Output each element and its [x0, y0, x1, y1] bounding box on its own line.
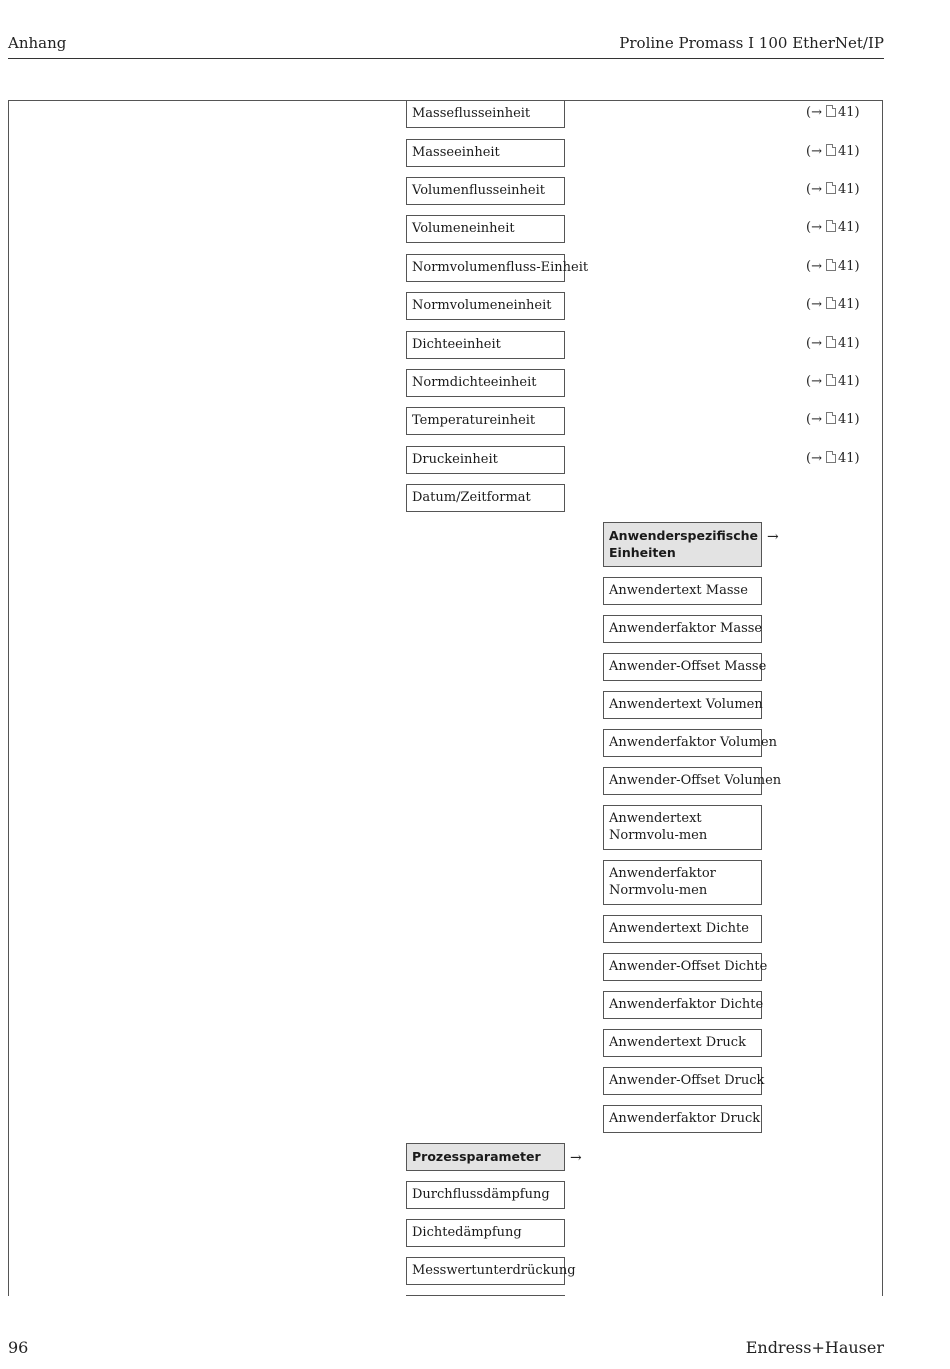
document-page-icon	[826, 297, 836, 309]
submenu-anwenderspezifische-einheiten[interactable]: Anwenderspezifische Einheiten	[603, 522, 762, 567]
ref-prefix: (→	[806, 451, 822, 466]
page-reference[interactable]	[806, 374, 860, 389]
ref-prefix: (→	[806, 105, 822, 120]
menu-item-anwendertext-druck[interactable]: Anwendertext Druck	[603, 1029, 762, 1057]
running-header-product: Proline Promass I 100 EtherNet/IP	[619, 34, 884, 52]
ref-prefix: (→	[806, 412, 822, 427]
menu-item-volumeneinheit[interactable]: Volumeneinheit	[406, 215, 565, 243]
ref-prefix: (→	[806, 297, 822, 312]
document-page-icon	[826, 144, 836, 156]
ref-suffix: )	[854, 259, 860, 274]
document-page-icon	[826, 451, 836, 463]
menu-item-anwender-offset-volumen[interactable]: Anwender-Offset Volumen	[603, 767, 762, 795]
page-reference[interactable]	[806, 412, 860, 427]
ref-page: 41	[837, 412, 855, 427]
page-reference[interactable]	[806, 451, 860, 466]
ref-suffix: )	[854, 182, 860, 197]
ref-suffix: )	[854, 451, 860, 466]
page-reference[interactable]	[806, 105, 860, 120]
ref-suffix: )	[854, 105, 860, 120]
menu-item-dichteeinheit[interactable]: Dichteeinheit	[406, 331, 565, 359]
ref-suffix: )	[854, 336, 860, 351]
ref-page: 41	[837, 297, 855, 312]
page-reference[interactable]	[806, 297, 860, 312]
ref-suffix: )	[854, 144, 860, 159]
menu-item-normvolumeneinheit[interactable]: Normvolumeneinheit	[406, 292, 565, 320]
menu-item-masseeinheit[interactable]: Masseeinheit	[406, 139, 565, 167]
menu-item-normdichteeinheit[interactable]: Normdichteeinheit	[406, 369, 565, 397]
menu-item-anwendertext-volumen[interactable]: Anwendertext Volumen	[603, 691, 762, 719]
ref-prefix: (→	[806, 182, 822, 197]
ref-page: 41	[837, 259, 855, 274]
menu-item-anwender-offset-dichte[interactable]: Anwender-Offset Dichte	[603, 953, 762, 981]
document-page-icon	[826, 220, 836, 232]
menu-item-datum-zeitformat[interactable]: Datum/Zeitformat	[406, 484, 565, 512]
ref-suffix: )	[854, 374, 860, 389]
menu-item-anwendertext-normvolumen[interactable]: Anwendertext Normvolu-men	[603, 805, 762, 850]
document-page-icon	[826, 105, 836, 117]
ref-page: 41	[837, 336, 855, 351]
ref-page: 41	[837, 451, 855, 466]
menu-item-anwenderfaktor-masse[interactable]: Anwenderfaktor Masse	[603, 615, 762, 643]
ref-page: 41	[837, 105, 855, 120]
document-page-icon	[826, 182, 836, 194]
ref-page: 41	[837, 220, 855, 235]
menu-item-durchflussdaempfung[interactable]: Durchflussdämpfung	[406, 1181, 565, 1209]
page-reference[interactable]	[806, 182, 860, 197]
menu-item-anwenderfaktor-druck[interactable]: Anwenderfaktor Druck	[603, 1105, 762, 1133]
ref-suffix: )	[854, 220, 860, 235]
page-reference[interactable]	[806, 336, 860, 351]
menu-item-volumenflusseinheit[interactable]: Volumenflusseinheit	[406, 177, 565, 205]
ref-page: 41	[837, 144, 855, 159]
page-reference[interactable]	[806, 144, 860, 159]
continued-item-edge	[406, 1295, 565, 1296]
ref-page: 41	[837, 182, 855, 197]
ref-suffix: )	[854, 412, 860, 427]
menu-item-anwender-offset-druck[interactable]: Anwender-Offset Druck	[603, 1067, 762, 1095]
menu-item-anwenderfaktor-normvolumen[interactable]: Anwenderfaktor Normvolu-men	[603, 860, 762, 905]
menu-item-temperatureinheit[interactable]: Temperatureinheit	[406, 407, 565, 435]
ref-prefix: (→	[806, 259, 822, 274]
ref-prefix: (→	[806, 220, 822, 235]
document-page-icon	[826, 374, 836, 386]
page-reference[interactable]	[806, 259, 860, 274]
menu-item-normvolumenfluss-einheit[interactable]: Normvolumenfluss-Einheit	[406, 254, 565, 282]
footer-brand: Endress+Hauser	[745, 1338, 884, 1357]
menu-item-anwenderfaktor-volumen[interactable]: Anwenderfaktor Volumen	[603, 729, 762, 757]
menu-item-masseflusseinheit[interactable]: Masseflusseinheit	[406, 100, 565, 128]
ref-page: 41	[837, 374, 855, 389]
ref-prefix: (→	[806, 144, 822, 159]
menu-item-anwender-offset-masse[interactable]: Anwender-Offset Masse	[603, 653, 762, 681]
running-header-section: Anhang	[8, 34, 67, 52]
ref-prefix: (→	[806, 336, 822, 351]
menu-item-anwendertext-dichte[interactable]: Anwendertext Dichte	[603, 915, 762, 943]
menu-item-messwertunterdrueckung[interactable]: Messwertunterdrückung	[406, 1257, 565, 1285]
ref-suffix: )	[854, 297, 860, 312]
page-number: 96	[8, 1338, 29, 1357]
document-page-icon	[826, 336, 836, 348]
page-reference[interactable]	[806, 220, 860, 235]
menu-item-dichtedaempfung[interactable]: Dichtedämpfung	[406, 1219, 565, 1247]
document-page-icon	[826, 412, 836, 424]
menu-item-druckeinheit[interactable]: Druckeinheit	[406, 446, 565, 474]
menu-item-anwenderfaktor-dichte[interactable]: Anwenderfaktor Dichte	[603, 991, 762, 1019]
menu-item-anwendertext-masse[interactable]: Anwendertext Masse	[603, 577, 762, 605]
submenu-prozessparameter[interactable]: Prozessparameter	[406, 1143, 565, 1171]
arrow-right-icon: →	[570, 1150, 582, 1166]
document-page-icon	[826, 259, 836, 271]
header-rule	[8, 58, 884, 59]
ref-prefix: (→	[806, 374, 822, 389]
arrow-right-icon: →	[767, 529, 779, 545]
